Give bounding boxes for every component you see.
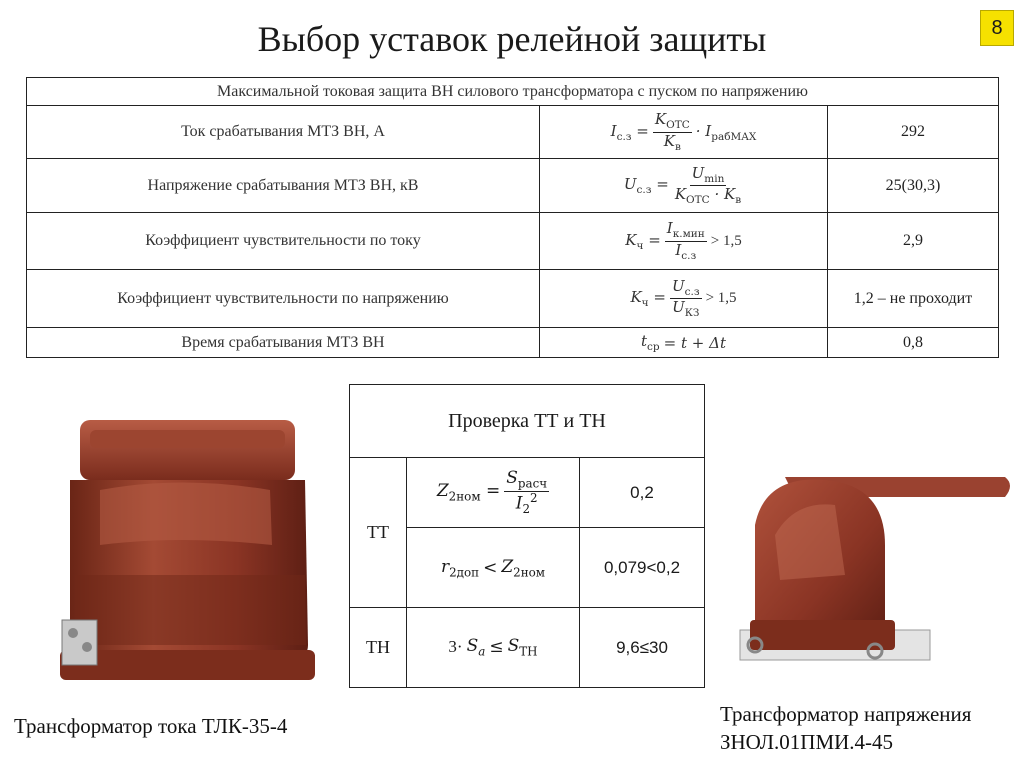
vt-caption-line1: Трансформатор напряжения (720, 702, 972, 726)
tt-value-2: 0,079<0,2 (580, 528, 705, 608)
formula-voltage-sensitivity: $K_ч$ = $\frac{U_{с.з}}{U_{КЗ}}$ > 1,5 (630, 276, 737, 319)
voltage-transformer-image (735, 455, 1020, 680)
table-row (27, 106, 999, 159)
formula-cell (540, 328, 828, 358)
ct-top-block (80, 420, 295, 480)
ct-vt-check-table (349, 384, 705, 688)
formula-cell (407, 458, 580, 528)
formula-trip-current: $I_{с.з}$ = $\frac{K_{ОТС}}{K_в}$ · $I_{рабMAX}$ (610, 110, 757, 153)
ct-body-highlight (100, 483, 272, 546)
formula-cell (540, 106, 828, 159)
row-value: 0,8 (828, 328, 999, 358)
page-number-badge: 8 (980, 10, 1014, 46)
table-row (27, 328, 999, 358)
row-label: Ток срабатывания МТЗ ВН, А (27, 106, 540, 159)
current-transformer-image (40, 395, 325, 705)
row-value: 292 (828, 106, 999, 159)
table-row (27, 159, 999, 213)
vt-caption-line2: ЗНОЛ.01ПМИ.4-45 (720, 730, 894, 755)
settings-table (26, 77, 999, 358)
ct-caption: Трансформатор тока ТЛК-35-4 (14, 714, 288, 738)
formula-trip-time: $t_{ср}$ = t + Δt (641, 332, 726, 353)
tt-label: ТТ (350, 458, 407, 608)
formula-trip-voltage: $U_{с.з}$ = $\frac{U_{min}}{K_{ОТС} \cdot K_в}$ (623, 163, 742, 206)
ct-body-shade (75, 575, 306, 645)
ct-terminal-block (62, 620, 97, 665)
tn-value: 9,6≤30 (580, 608, 705, 688)
formula-cell (540, 159, 828, 213)
check-table-header: Проверка ТТ и ТН (350, 385, 705, 458)
row-value: 2,9 (828, 213, 999, 270)
table-row (27, 213, 999, 270)
vt-caption (720, 700, 1024, 757)
tn-label: ТН (350, 608, 407, 688)
row-value: 25(30,3) (828, 159, 999, 213)
table-row (27, 270, 999, 328)
formula-cell (540, 213, 828, 270)
row-value: 1,2 – не проходит (828, 270, 999, 328)
formula-cell (540, 270, 828, 328)
ct-terminal (68, 628, 78, 638)
settings-table-header: Максимальной токовая защита ВН силового трансформатора с пуском по напряжению (27, 78, 999, 106)
table-row (350, 608, 705, 688)
formula-cell (407, 608, 580, 688)
row-label: Коэффициент чувствительности по току (27, 213, 540, 270)
formula-cell (407, 528, 580, 608)
ct-base (60, 650, 315, 680)
slide-title: Выбор уставок релейной защиты (257, 19, 767, 59)
formula-z2nom: $Z_{2ном}$ = $\frac{S_{расч}}{I_2^2}$ (436, 467, 548, 516)
row-label: Напряжение срабатывания МТЗ ВН, кВ (27, 159, 540, 213)
row-label: Коэффициент чувствительности по напряжению (27, 270, 540, 328)
table-row (350, 458, 705, 528)
row-label: Время срабатывания МТЗ ВН (27, 328, 540, 358)
ct-terminal (82, 642, 92, 652)
tt-value-1: 0,2 (580, 458, 705, 528)
ct-top-rib (90, 430, 285, 448)
formula-current-sensitivity: $K_ч$ = $\frac{I_{к.мин}}{I_{с.з}}$ > 1,5 (625, 219, 742, 262)
formula-sa: 3· $S_a$ ≤ $S_{ТН}$ (448, 636, 538, 659)
formula-r2dop: $r_{2доп}$ < $Z_{2ном}$ (440, 556, 546, 580)
